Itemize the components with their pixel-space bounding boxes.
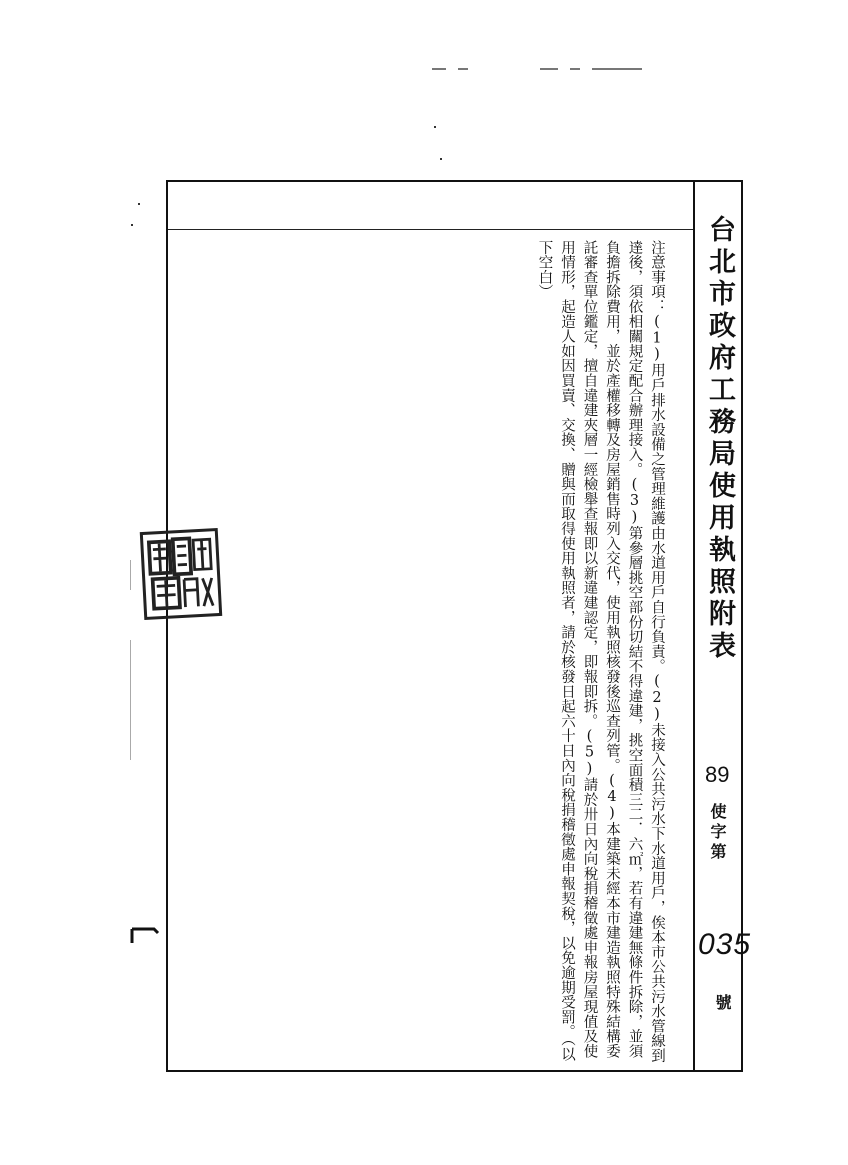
corner-mark-icon bbox=[130, 925, 160, 945]
document-title: 台北市政府工務局使用執照附表 bbox=[704, 215, 735, 663]
permit-number: 035 bbox=[698, 928, 752, 961]
scan-margin-line bbox=[130, 640, 131, 760]
scan-mark bbox=[432, 68, 446, 70]
scan-mark bbox=[592, 68, 642, 70]
notes-section bbox=[533, 240, 668, 1070]
notes-heading: 注意事項： bbox=[649, 240, 665, 314]
permit-suffix: 號 bbox=[713, 994, 732, 1010]
scan-speck bbox=[131, 224, 133, 226]
permit-year: 89 bbox=[705, 762, 730, 787]
scan-mark bbox=[458, 68, 468, 70]
scan-speck bbox=[434, 126, 436, 128]
title-column-divider bbox=[693, 180, 695, 1072]
scan-mark bbox=[540, 68, 558, 70]
scan-speck bbox=[440, 158, 442, 160]
scan-mark bbox=[570, 68, 580, 70]
scan-margin-line bbox=[130, 560, 131, 590]
notes-body: (1)用戶排水設備之管理維護由水道用戶自行負責。(2)未接入公共污水下水道用戶，俟本市公共污水管線到達後，須依相關規定配合辦理接入。(3)第參層挑空部份切結不得違建，挑空面積三二．六㎡，若有違建無條件拆除，並須負擔拆除費用，並於產權移轉及房屋銷售時列入交代，使用執照核發後巡查列管。(4)本建築未經本市建造執照特殊結構委託審查單位鑑定，擅自違建夾層一經檢舉查報即以新違建認定，即報即拆。(5)請於卅日內向稅捐稽徵處申報房屋現值及使用情形，起造人如因買賣、交換、贈與而取得使用執照者，請於核發日起六十日內向稅捐稽徵處申報契稅，以免逾期受罰。（以下空白） bbox=[536, 240, 665, 1063]
scan-speck bbox=[138, 203, 140, 205]
top-rule bbox=[168, 229, 693, 230]
permit-prefix: 使字第 bbox=[708, 803, 727, 863]
official-seal-icon bbox=[140, 528, 222, 620]
